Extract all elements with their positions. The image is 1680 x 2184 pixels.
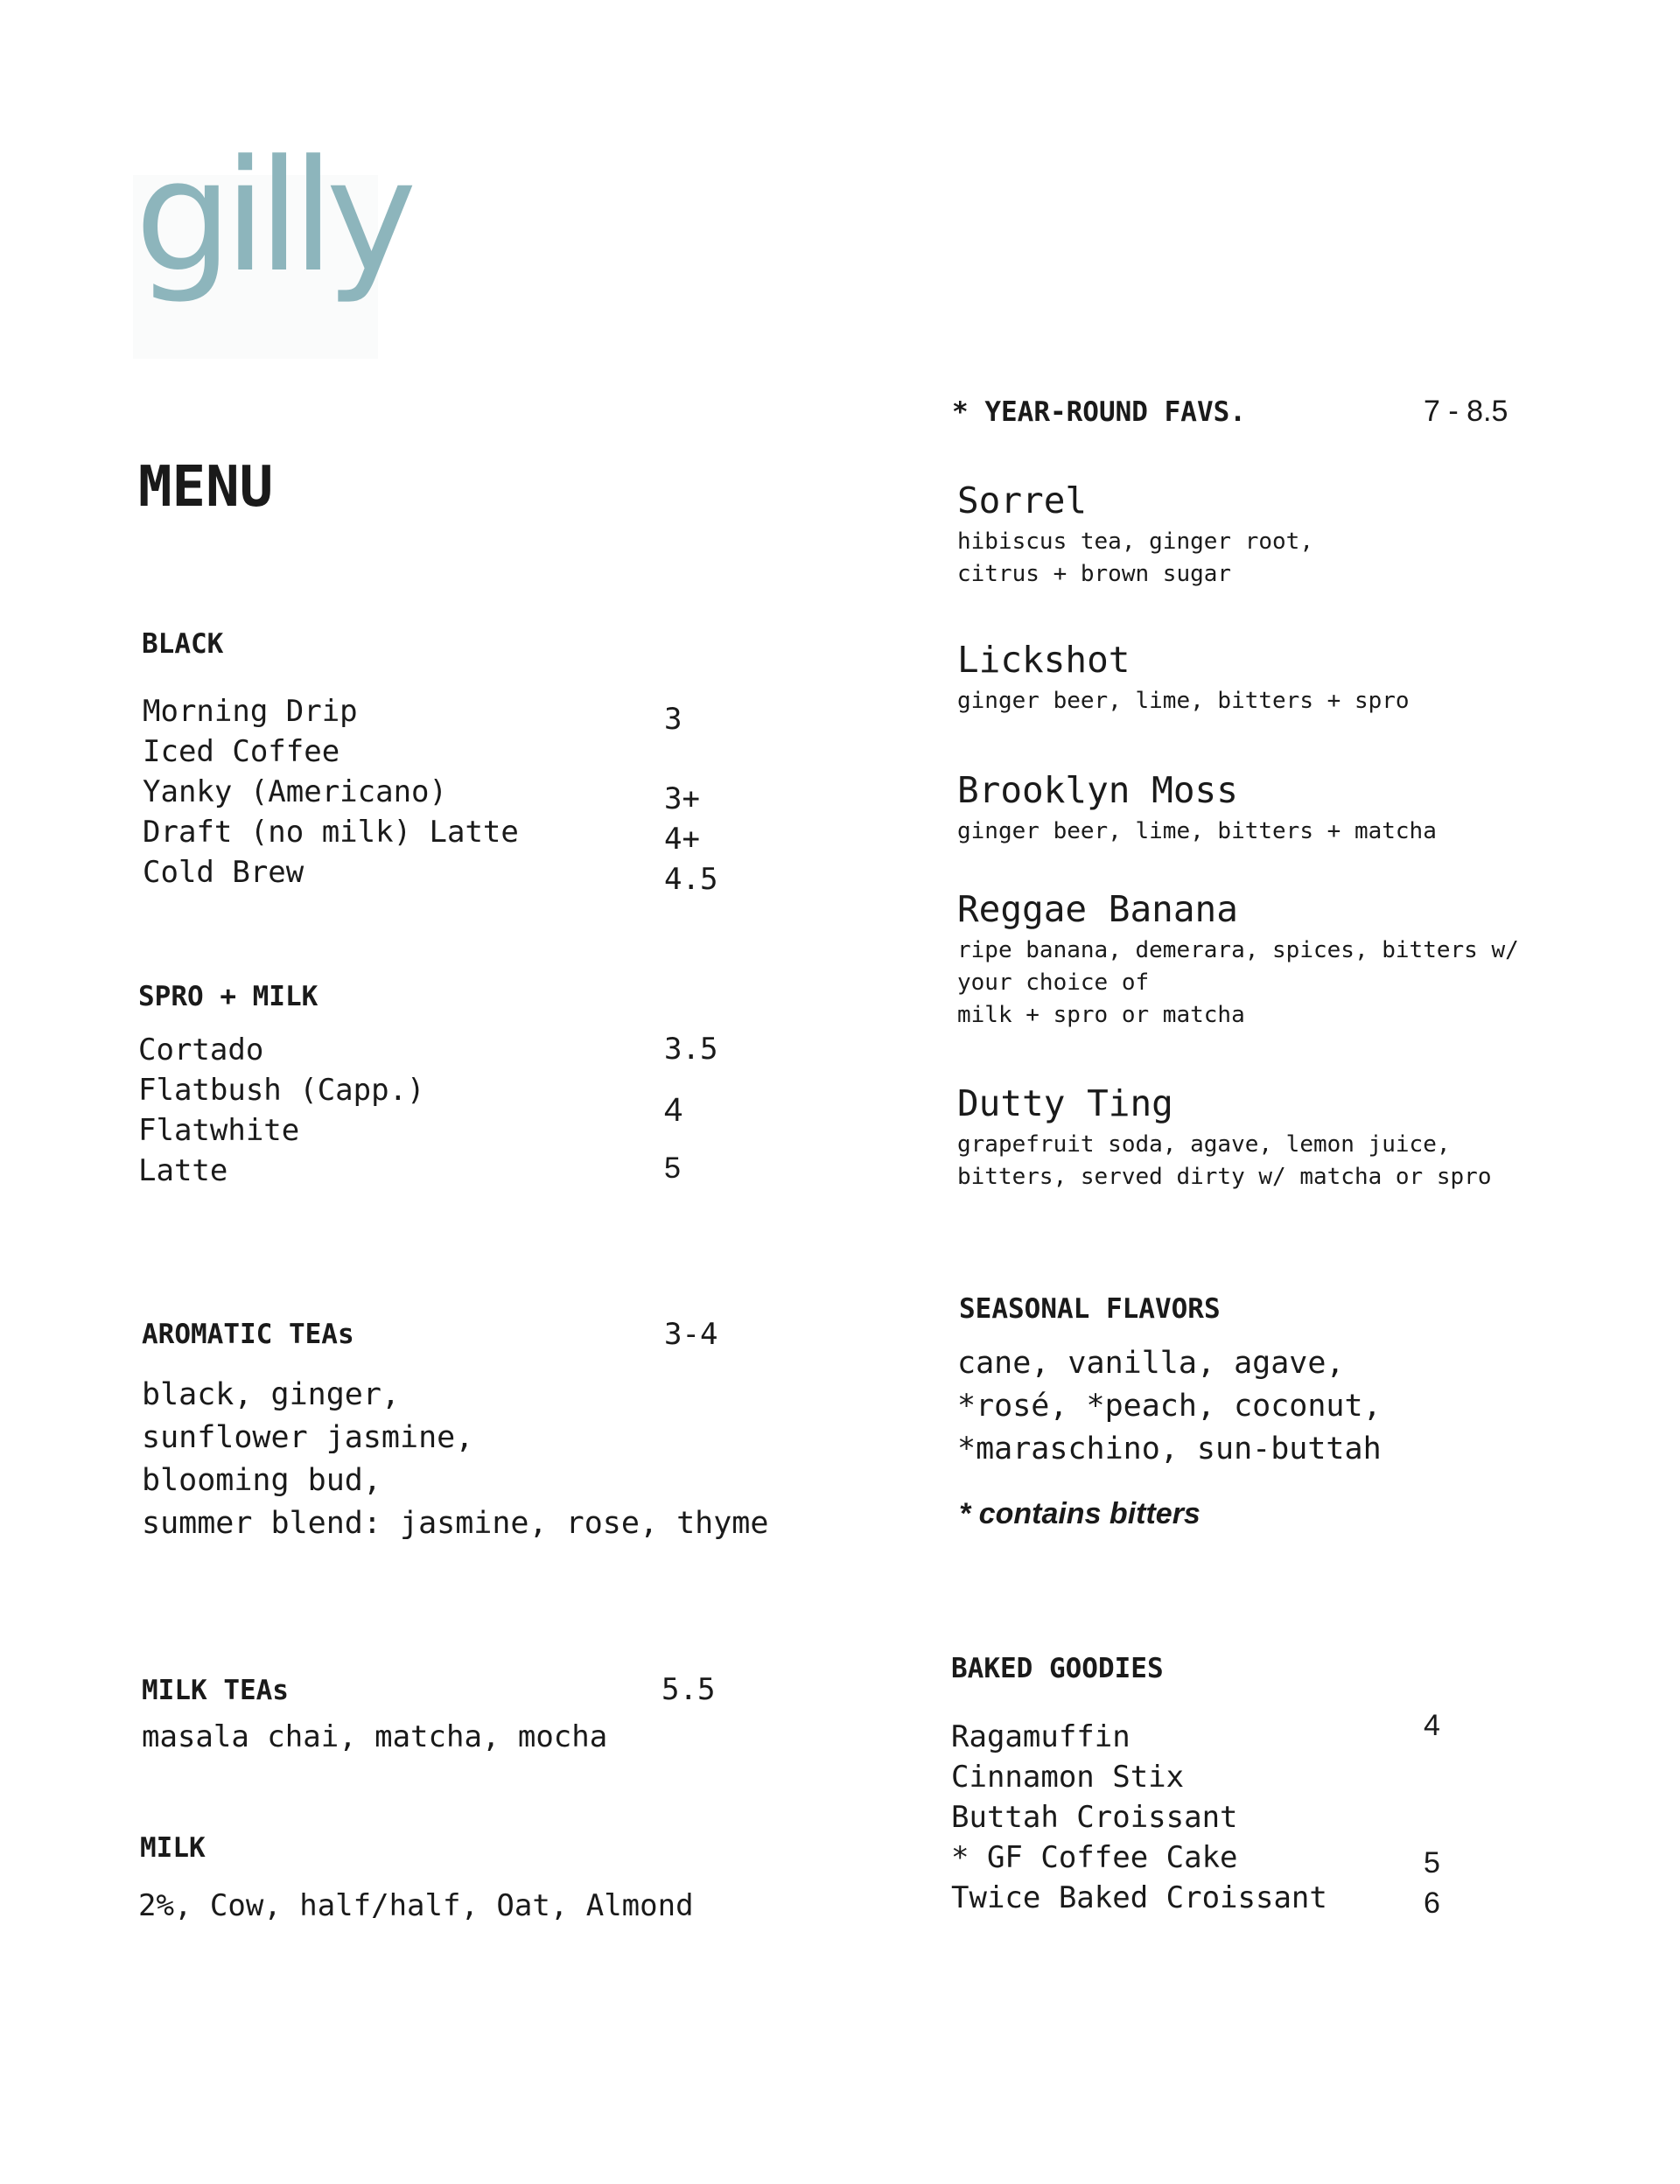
price: 6 <box>1424 1886 1440 1920</box>
menu-item: Flatwhite <box>138 1113 300 1148</box>
drink-name: Reggae Banana <box>957 888 1238 930</box>
menu-item: Cortado <box>138 1032 264 1068</box>
price: 4.5 <box>664 862 718 897</box>
milk-teas-line: masala chai, matcha, mocha <box>142 1719 608 1754</box>
menu-item: Cold Brew <box>143 855 304 890</box>
drink-desc: milk + spro or matcha <box>957 1002 1245 1028</box>
drink-desc: ripe banana, demerara, spices, bitters w/ <box>957 937 1519 963</box>
page-title: MENU <box>138 455 274 520</box>
menu-item: Morning Drip <box>143 694 358 729</box>
menu-item: Cinnamon Stix <box>951 1760 1185 1795</box>
menu-item: Buttah Croissant <box>951 1800 1238 1835</box>
price: 5.5 <box>662 1672 716 1707</box>
drink-name: Dutty Ting <box>957 1082 1173 1124</box>
price: 3-4 <box>664 1317 718 1352</box>
menu-item: Latte <box>138 1153 228 1188</box>
drink-desc: grapefruit soda, agave, lemon juice, <box>957 1131 1451 1158</box>
drink-name: Brooklyn Moss <box>957 769 1238 811</box>
menu-item: * GF Coffee Cake <box>951 1840 1238 1875</box>
tea-line: blooming bud, <box>142 1463 382 1498</box>
price: 5 <box>1424 1846 1440 1880</box>
logo-wordmark: gilly <box>135 127 409 306</box>
gilly-logo <box>133 127 409 359</box>
seasonal-list <box>957 1342 1382 1471</box>
section-header-milk-teas: MILK TEAs <box>142 1675 289 1706</box>
flavor-line: cane, vanilla, agave, <box>957 1346 1345 1381</box>
drink-name: Sorrel <box>957 480 1088 522</box>
spro-milk-items <box>138 1030 425 1191</box>
milk-line: 2%, Cow, half/half, Oat, Almond <box>138 1888 694 1923</box>
drink-lickshot <box>957 639 1410 718</box>
baked-items <box>951 1717 1327 1918</box>
menu-item: Twice Baked Croissant <box>951 1880 1327 1915</box>
drink-brooklyn-moss <box>957 769 1437 848</box>
drink-name: Lickshot <box>957 639 1130 681</box>
section-header-seasonal: SEASONAL FLAVORS <box>959 1293 1221 1325</box>
aromatic-teas-list <box>142 1374 768 1545</box>
flavor-line: *rosé, *peach, coconut, <box>957 1389 1382 1424</box>
section-header-year-round: * YEAR-ROUND FAVS. <box>952 396 1246 428</box>
price: 5 <box>664 1152 681 1185</box>
price: 4 <box>664 1092 683 1129</box>
drink-desc: bitters, served dirty w/ matcha or spro <box>957 1164 1492 1190</box>
drink-desc: ginger beer, lime, bitters + spro <box>957 688 1410 714</box>
drink-sorrel <box>957 480 1313 591</box>
drink-desc: hibiscus tea, ginger root, <box>957 528 1313 555</box>
flavor-line: *maraschino, sun-buttah <box>957 1432 1382 1466</box>
menu-item: Flatbush (Capp.) <box>138 1073 425 1108</box>
menu-item: Iced Coffee <box>143 734 340 769</box>
section-header-black: BLACK <box>142 628 224 660</box>
menu-item: Ragamuffin <box>951 1719 1130 1754</box>
section-header-spro-milk: SPRO + MILK <box>138 981 318 1012</box>
drink-desc: your choice of <box>957 970 1150 996</box>
black-items <box>143 691 519 892</box>
menu-item: Draft (no milk) Latte <box>143 815 519 850</box>
drink-dutty-ting <box>957 1082 1492 1194</box>
tea-line: black, ginger, <box>142 1377 401 1412</box>
section-header-baked: BAKED GOODIES <box>951 1653 1164 1684</box>
tea-line: sunflower jasmine, <box>142 1420 474 1455</box>
price: 7 - 8.5 <box>1424 395 1508 428</box>
drink-reggae-banana <box>957 888 1519 1032</box>
price: 3+ <box>664 781 700 816</box>
price: 3 <box>664 702 682 737</box>
menu-item: Yanky (Americano) <box>143 774 447 809</box>
drink-desc: ginger beer, lime, bitters + matcha <box>957 818 1437 844</box>
bitters-note: * contains bitters <box>959 1497 1200 1530</box>
price: 4 <box>1424 1709 1440 1742</box>
section-header-aromatic-teas: AROMATIC TEAs <box>142 1319 354 1350</box>
price: 3.5 <box>664 1032 718 1067</box>
tea-line: summer blend: jasmine, rose, thyme <box>142 1506 769 1541</box>
price: 4+ <box>664 822 700 857</box>
section-header-milk: MILK <box>140 1832 206 1864</box>
drink-desc: citrus + brown sugar <box>957 561 1232 587</box>
